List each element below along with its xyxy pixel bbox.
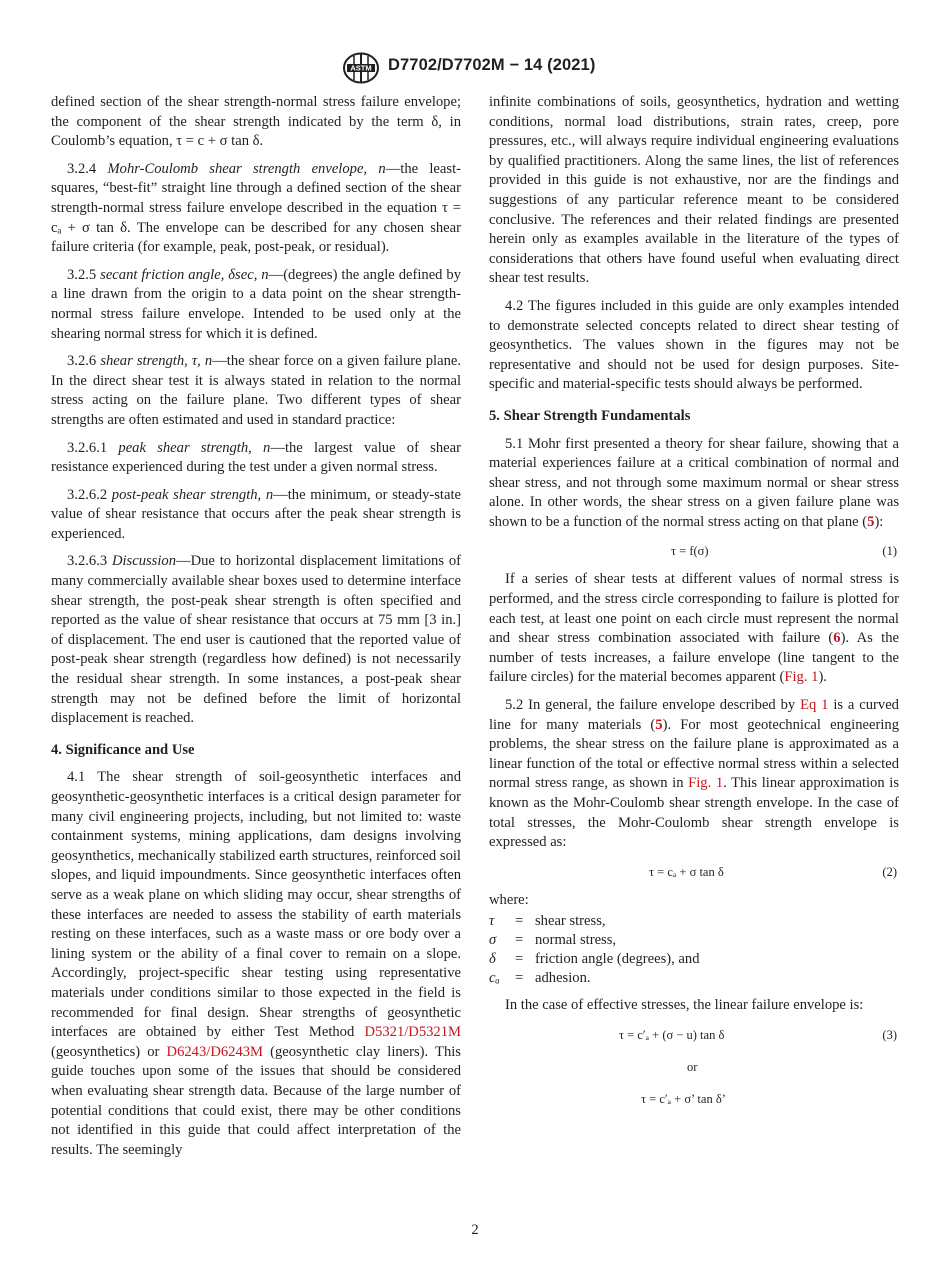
definition-text: —the largest value of shear resistance experienced during the test under a given normal stress. [51,439,461,476]
paragraph-continued [51,93,461,152]
link-d6243[interactable]: D6243/D6243M [166,1043,264,1060]
section-number: 3.2.5 [67,266,97,283]
citation-link-5[interactable]: 5 [867,513,875,530]
section-number: 3.2.4 [67,160,97,177]
equation-2 [489,861,899,883]
paragraph-effective-stresses: In the case of effective stresses, the linear failure envelope is: [505,997,864,1014]
left-column [51,93,461,1168]
term: shear strength, τ, n [100,353,213,370]
equation-expression: τ = c′ₐ + (σ − u) tan δ [619,1027,725,1042]
paragraph-failure-series [489,570,899,688]
heading-shear-strength-fundamentals: 5. Shear Strength Fundamentals [489,407,691,424]
page-header [0,52,950,86]
symbol: τ [489,913,495,930]
paragraph-text: is a curved line for many materials ( [489,697,899,733]
equals-sign: = [515,913,524,930]
section-5-2 [489,696,899,853]
definition-row [489,912,899,931]
section-3-2-6 [51,352,461,430]
link-d5321[interactable]: D5321/D5321M [364,1024,461,1041]
definition-text: —the least-squares, “best-fit” straight line through a defined section of the shear strength-normal stress failure envelope described in the equation τ = cₐ + σ tan δ. The envelope can be described for any chosen shear failure criteria (for example, peak, post-peak, or residual). [51,160,461,256]
symbol: cₐ [489,970,500,987]
section-3-2-6-3 [51,552,461,728]
paragraph-text: 4.2 The figures included in this guide are only examples intended to demonstrate selected concepts related to direct shear testing of geosynthetics. The values shown in the figures may not be representative and should not be used for design purposes. Site-specific and material-specific tests should always be performed. [489,297,899,393]
section-3-2-6-2 [51,486,461,545]
section-5-1 [489,435,899,533]
term: post-peak shear strength, n [111,486,274,503]
link-eq-1[interactable]: Eq 1 [800,697,829,714]
paragraph-text: (geosynthetic clay liners). This guide touches upon some of the issues that should be considered when evaluating shear strength data. Because of the large number of potential conditions that could exist, there may be other conditions not identified in this guide that could affect interpretation of the results. The seemingly [51,1043,461,1158]
equation-number: (2) [882,864,897,879]
section-number: 3.2.6.2 [67,486,108,503]
paragraph-text: ): [874,513,884,530]
section-4-2 [489,297,899,395]
symbol-meaning: adhesion. [535,970,591,987]
discussion-text: —Due to horizontal displacement limitations of many commercially available shear boxes used to determine interface shear strength, the post-peak shear strength is often specified and reported as the value of shear resistance that occurs at 75 mm [3 in.] of displacement. The end user is cautioned that the reported value of post-peak shear strength (regardless how defined) is not necessarily the residual shear strength. In some instances, a post-peak shear strength may not be defined before the limit of horizontal displacement is reached. [51,553,461,727]
symbol-meaning: friction angle (degrees), and [535,951,700,968]
where-label: where: [489,891,529,908]
equals-sign: = [515,951,524,968]
equals-sign: = [515,970,524,987]
term: peak shear strength, n [118,439,271,456]
section-4-1 [51,768,461,1160]
citation-link-5[interactable]: 5 [655,716,663,733]
or-text: or [687,1059,698,1074]
citation-link-6[interactable]: 6 [833,630,841,647]
section-3-2-6-1 [51,439,461,478]
term: Mohr-Coulomb shear strength envelope, n [107,160,386,177]
equation-expression: τ = f(σ) [671,544,709,559]
definition-text: —(degrees) the angle defined by a line drawn from the origin to a data point on the shear strength-normal stress failure envelope. Intended to be used only at the shearing normal stress for which it is defined. [51,266,462,342]
paragraph-text: . This linear approximation is known as the Mohr-Coulomb shear strength envelope. In the case of total stresses, the Mohr-Coulomb shear strength envelope is expressed as: [489,775,899,851]
paragraph-text: ). For most geotechnical engineering problems, the shear stress on the failure plane is approximated as a linear function of the total or effective normal stress within a selected normal stress range, as shown in [489,716,899,792]
equation-3 [489,1024,899,1046]
term: secant friction angle, δsec, n [100,266,269,283]
page-number: 2 [471,1222,479,1238]
equals-sign: = [515,932,524,949]
equation-number: (1) [882,544,897,559]
equation-expression: τ = cₐ + σ tan δ [649,864,724,879]
symbol-definitions [489,912,899,988]
heading-significance-and-use: 4. Significance and Use [51,741,195,758]
section-3-2-4 [51,160,461,258]
term: Discussion [111,553,176,570]
paragraph-text: If a series of shear tests at different values of normal stress is performed, and the stress circle corresponding to failure is plotted for each test, at least one point on each circle must represent the normal and shear stress combination associated with failure ( [489,571,899,647]
equation-expression: τ = c′ₐ + σ’ tan δ’ [641,1091,726,1106]
paragraph-text: ). [818,669,827,686]
paragraph-text: infinite combinations of soils, geosynthetics, hydration and wetting conditions, normal load distributions, strain rates, creep, pore pressures, etc., will always require individual engineering evaluations by qualified practitioners. Along the same lines, the list of references provided in this guide is not exhaustive, nor are the findings and suggestions of any particular reference meant to be considered conclusive. The references and their related findings are presented herein only as examples available in the literature of the types of considerations that others have found useful when evaluating direct shear test results. [489,94,899,287]
right-column [489,93,899,1118]
link-fig-1[interactable]: Fig. 1 [784,669,819,686]
section-number: 3.2.6.1 [67,439,108,456]
paragraph-text: 5.2 In general, the failure envelope described by [505,697,801,714]
definition-row [489,950,899,969]
paragraph-text: (geosynthetics) or [51,1043,167,1060]
section-number: 3.2.6 [67,353,97,370]
paragraph-continued [489,93,899,289]
equation-number: (3) [882,1027,897,1042]
symbol: δ [489,951,496,968]
document-designation: D7702/D7702M − 14 (2021) [388,56,596,74]
definition-row [489,969,899,988]
symbol: σ [489,932,497,949]
link-fig-1[interactable]: Fig. 1 [688,775,724,792]
astm-logo-icon [342,52,380,84]
definition-text: —the shear force on a given failure plane. In the direct shear test it is always stated in relation to the normal stress acting on the failure plane. Two different types of shear strengths are often estimated and used in standard practice: [51,353,461,428]
section-number: 3.2.6.3 [67,553,108,570]
svg-text:ASTM: ASTM [350,63,372,73]
equation-1 [489,540,899,562]
paragraph-text: defined section of the shear strength-normal stress failure envelope; the component of the shear strength indicated by the term δ, in Coulomb’s equation, τ = c + σ tan δ. [51,94,461,150]
equation-or [489,1054,899,1080]
symbol-meaning: normal stress, [535,932,617,949]
definition-row [489,931,899,950]
equation-3-alt [489,1088,899,1110]
paragraph-text: 4.1 The shear strength of soil-geosynthetic interfaces and geosynthetic-geosynthetic interfaces is a critical design parameter for many civil engineering projects, including, but not limited to: waste containment systems, mining applications, dam designs involving geosynthetics, mechanically stabilized earth structures, reinforced soil slopes, and liquid impoundments. Since geosynthetic interfaces often serve as a weak plane on which sliding may occur, shear strengths of these interfaces are needed to assess the stability of earth materials resting on these interfaces, such as a waste mass or ore body over a lining system or the ability of a final cover to remain on a slope. Accordingly, project-specific shear testing using representative materials under conditions similar to those expected in the field is recommended for final design. Shear strengths of geosynthetic interfaces are obtained by either Test Method [51,769,461,1041]
section-3-2-5 [51,266,461,344]
paragraph-text: 5.1 Mohr first presented a theory for shear failure, showing that a material experiences failure at a critical combination of normal and shear stress, and not through some maximum normal or shear stress alone. In other words, the shear stress on a given failure plane was shown to be a function of the normal stress acting on that plane ( [489,435,899,530]
definition-text: —the minimum, or steady-state value of shear resistance that occurs after the peak shear strength is experienced. [51,486,461,542]
symbol-meaning: shear stress, [535,913,606,930]
paragraph-text: ). As the number of tests increases, a failure envelope (line tangent to the failure circles) for the material becomes apparent ( [489,630,899,686]
